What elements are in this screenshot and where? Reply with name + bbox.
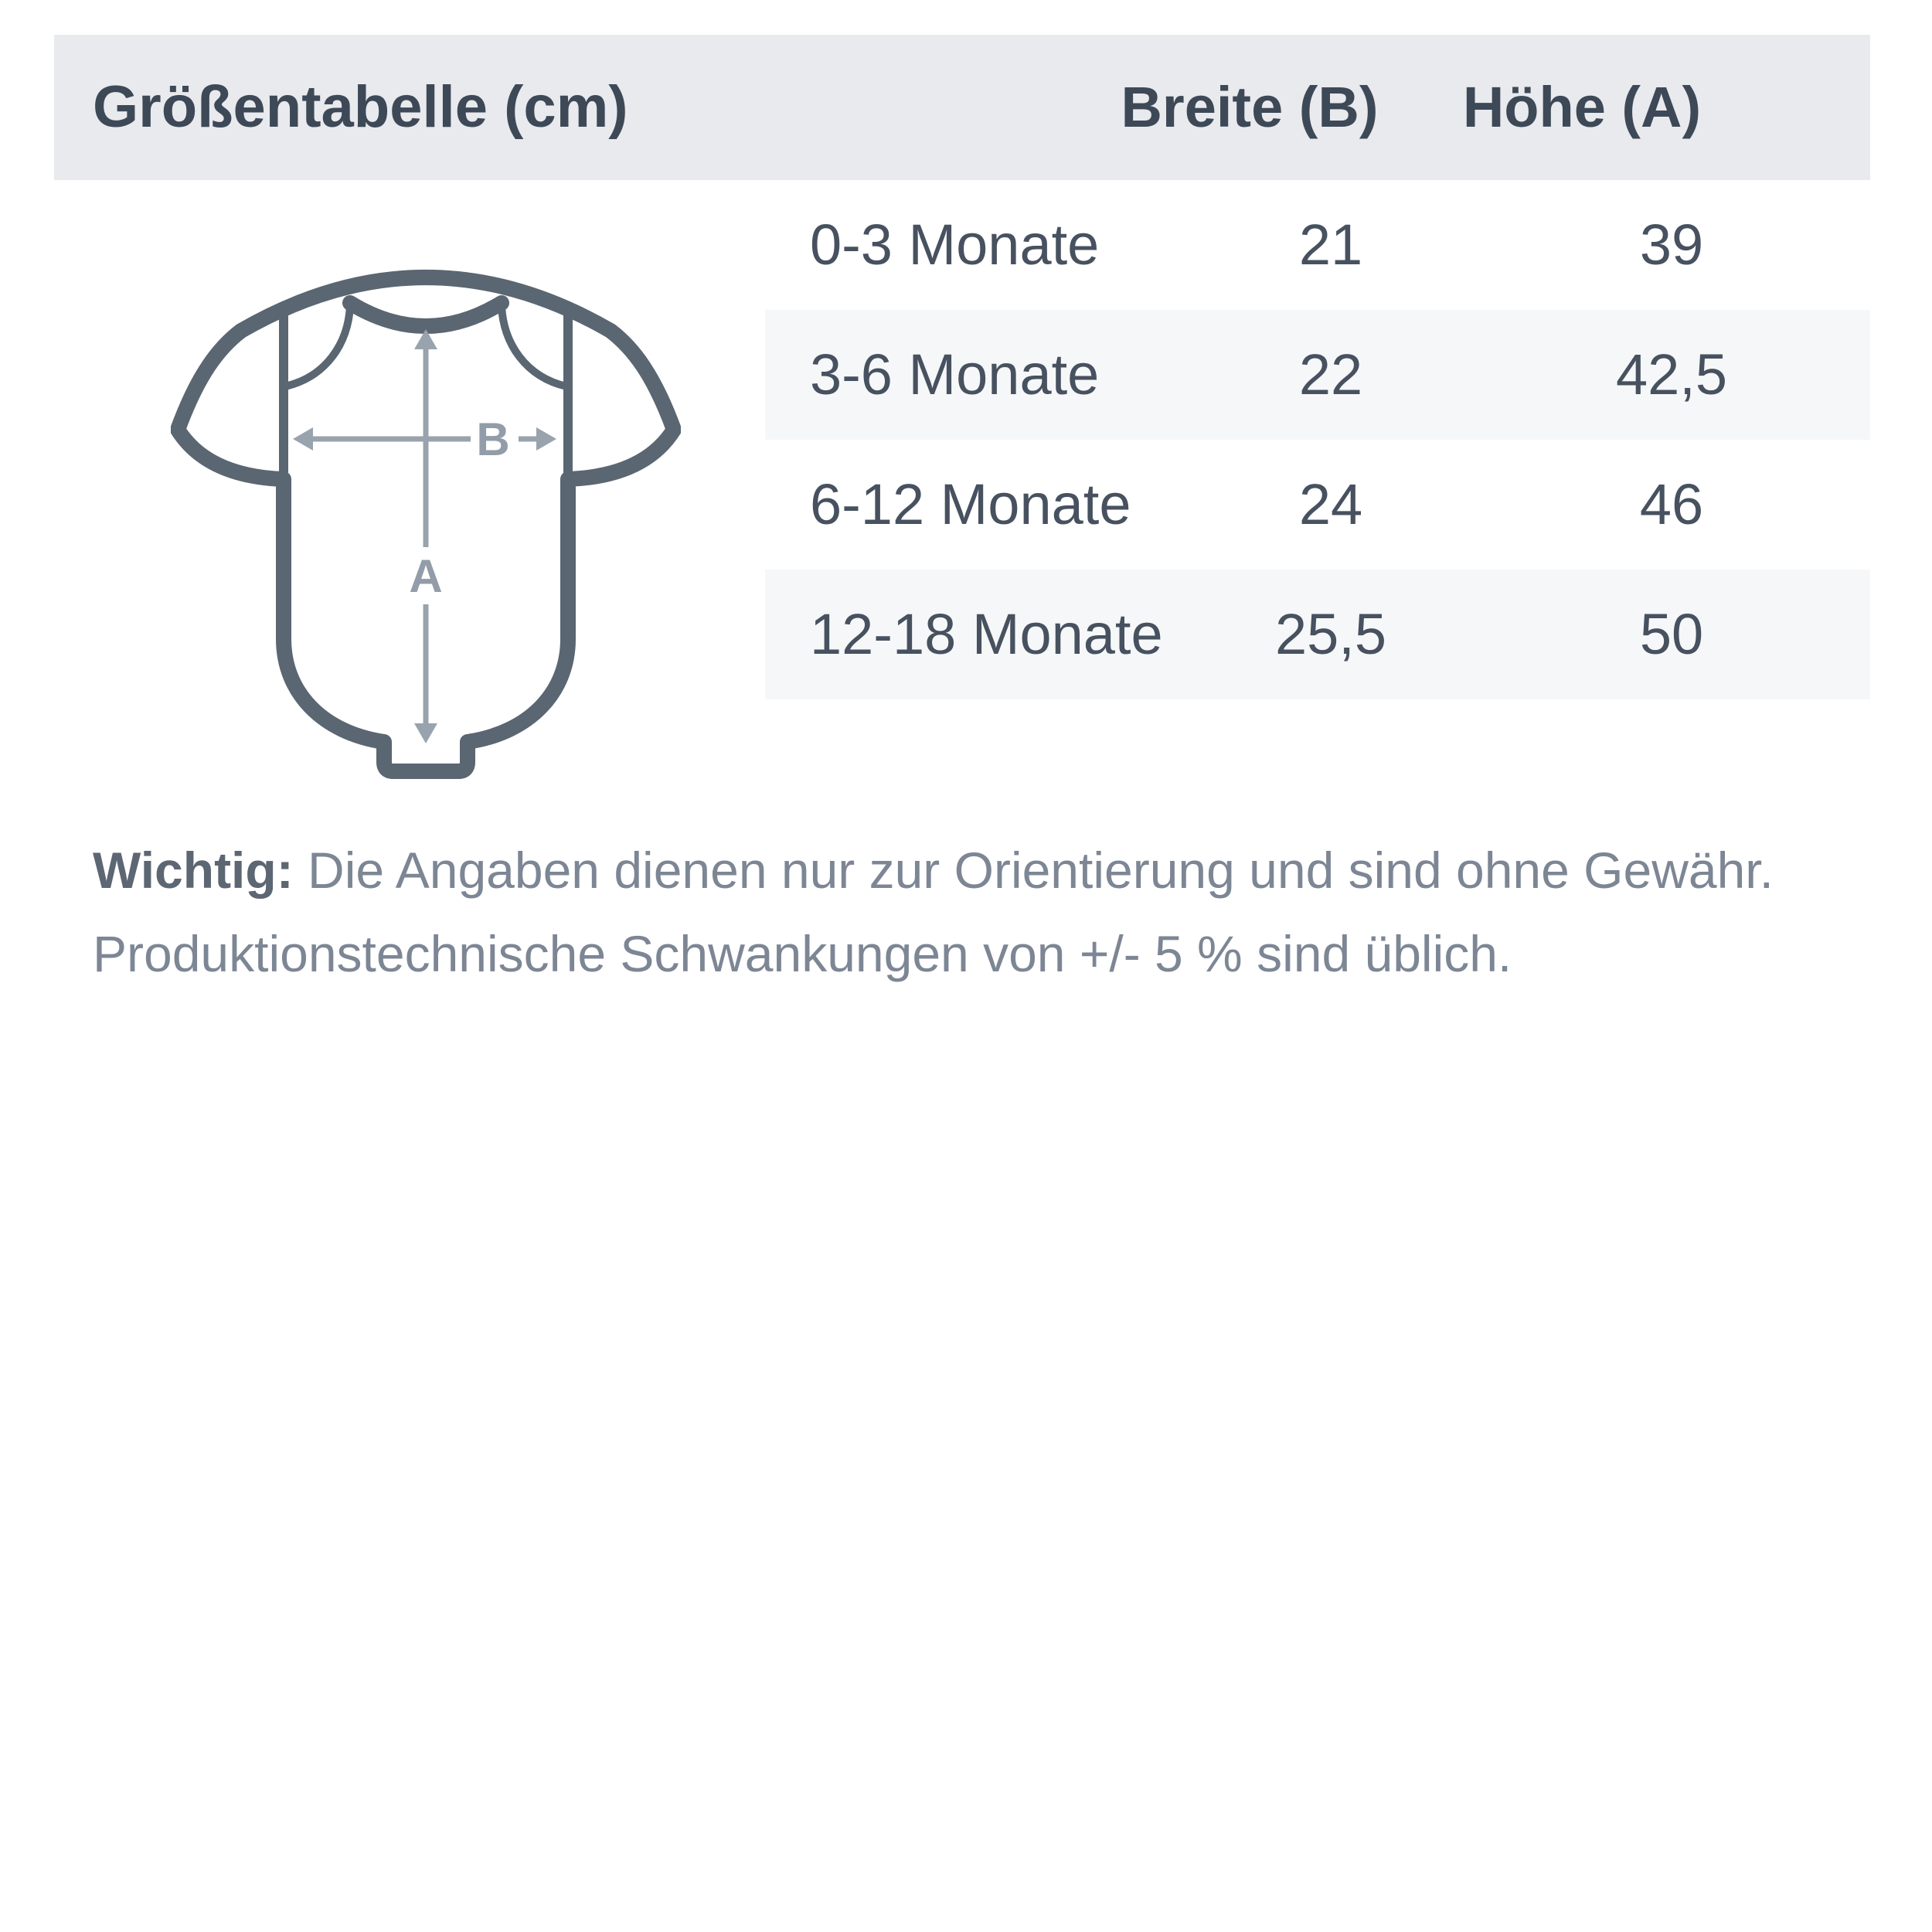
height-label: A [409, 550, 443, 602]
lap-arc-right [502, 305, 566, 386]
disclaimer-line-1 [93, 828, 1855, 912]
lap-arc-left [285, 305, 350, 386]
height-dimension-arrow [409, 329, 442, 743]
row-label: 6-12 Monate [810, 472, 1131, 536]
table-row [765, 570, 1870, 699]
row-width-value: 24 [1298, 472, 1363, 536]
page-title: Größentabelle (cm) [93, 74, 628, 140]
row-width-value: 22 [1298, 342, 1363, 406]
row-height-value: 50 [1639, 602, 1704, 666]
row-width-value: 21 [1298, 213, 1363, 277]
row-label: 3-6 Monate [810, 342, 1100, 406]
row-width-value: 25,5 [1274, 602, 1387, 666]
table-header-band [54, 35, 1870, 180]
disclaimer-note [93, 828, 1855, 995]
row-label: 0-3 Monate [810, 213, 1100, 277]
table-row [765, 440, 1870, 570]
table-row [765, 180, 1870, 310]
table-row [765, 310, 1870, 440]
row-height-value: 39 [1639, 213, 1704, 277]
bodysuit-diagram [171, 263, 681, 788]
column-header-height: Höhe (A) [1462, 75, 1702, 139]
collar-band [350, 303, 502, 326]
row-height-value: 42,5 [1615, 342, 1728, 406]
disclaimer-line-2: Produktionstechnische Schwankungen von +/- 5 % sind üblich. [93, 925, 1512, 982]
column-header-width: Breite (B) [1121, 75, 1379, 139]
bodysuit-illustration [171, 263, 681, 788]
disclaimer-text-1: Die Angaben dienen nur zur Orientierung und sind ohne Gewähr. [293, 842, 1774, 899]
disclaimer-prefix: Wichtig: [93, 842, 294, 899]
row-label: 12-18 Monate [810, 602, 1163, 666]
row-height-value: 46 [1639, 472, 1704, 536]
width-label: B [476, 413, 510, 465]
size-table [765, 180, 1870, 699]
